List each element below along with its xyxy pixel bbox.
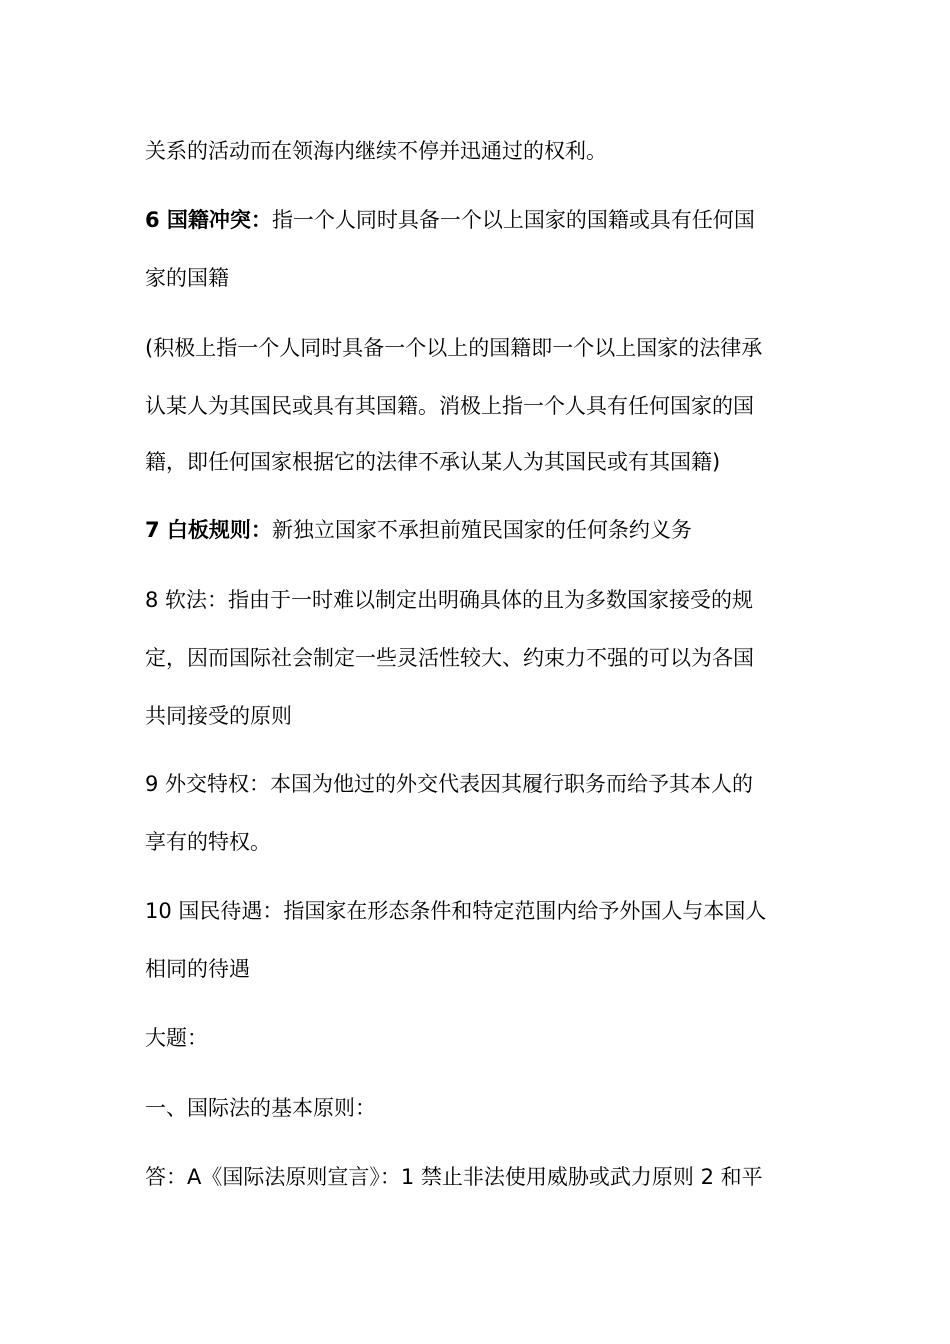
line-text: 10 国民待遇：指国家在形态条件和特定范围内给予外国人与本国人	[145, 899, 767, 923]
line-text: (积极上指一个人同时具备一个以上的国籍即一个以上国家的法律承	[145, 336, 763, 360]
text-line	[145, 1024, 815, 1052]
text-line	[145, 1094, 815, 1122]
text-line	[145, 448, 815, 476]
text-line	[145, 392, 815, 420]
line-text: 相同的待遇	[145, 957, 250, 981]
line-text: 大题：	[145, 1026, 208, 1050]
term-heading: 6 国籍冲突：	[145, 208, 272, 232]
text-line	[145, 516, 815, 544]
text-line	[145, 586, 815, 614]
text-line	[145, 644, 815, 672]
text-line	[145, 334, 815, 362]
line-text: 定，因而国际社会制定一些灵活性较大、约束力不强的可以为各国	[145, 646, 754, 670]
text-line	[145, 1163, 815, 1191]
line-text: 认某人为其国民或具有其国籍。消极上指一个人具有任何国家的国	[145, 394, 754, 418]
text-line	[145, 206, 815, 234]
line-text: 新独立国家不承担前殖民国家的任何条约义务	[271, 518, 692, 542]
line-text: 8 软法：指由于一时难以制定出明确具体的且为多数国家接受的规	[145, 588, 754, 612]
term-heading: 7 白板规则：	[145, 518, 272, 542]
line-text: 共同接受的原则	[145, 704, 292, 728]
text-line	[145, 955, 815, 983]
text-line	[145, 264, 815, 292]
text-line	[145, 828, 815, 856]
line-text: 享有的特权。	[145, 830, 271, 854]
text-line	[145, 897, 815, 925]
text-line	[145, 137, 815, 165]
text-line	[145, 702, 815, 730]
text-line	[145, 770, 815, 798]
line-text: 籍，即任何国家根据它的法律不承认某人为其国民或有其国籍)	[145, 450, 721, 474]
line-text: 9 外交特权：本国为他过的外交代表因其履行职务而给予其本人的	[145, 772, 754, 796]
line-text: 关系的活动而在领海内继续不停并迅通过的权利。	[145, 139, 607, 163]
line-text: 家的国籍	[145, 266, 229, 290]
line-text: 一、国际法的基本原则：	[145, 1096, 376, 1120]
line-text: 指一个人同时具备一个以上国家的国籍或具有任何国	[271, 208, 755, 232]
line-text: 答：A《国际法原则宣言》：1 禁止非法使用威胁或武力原则 2 和平	[145, 1165, 763, 1189]
